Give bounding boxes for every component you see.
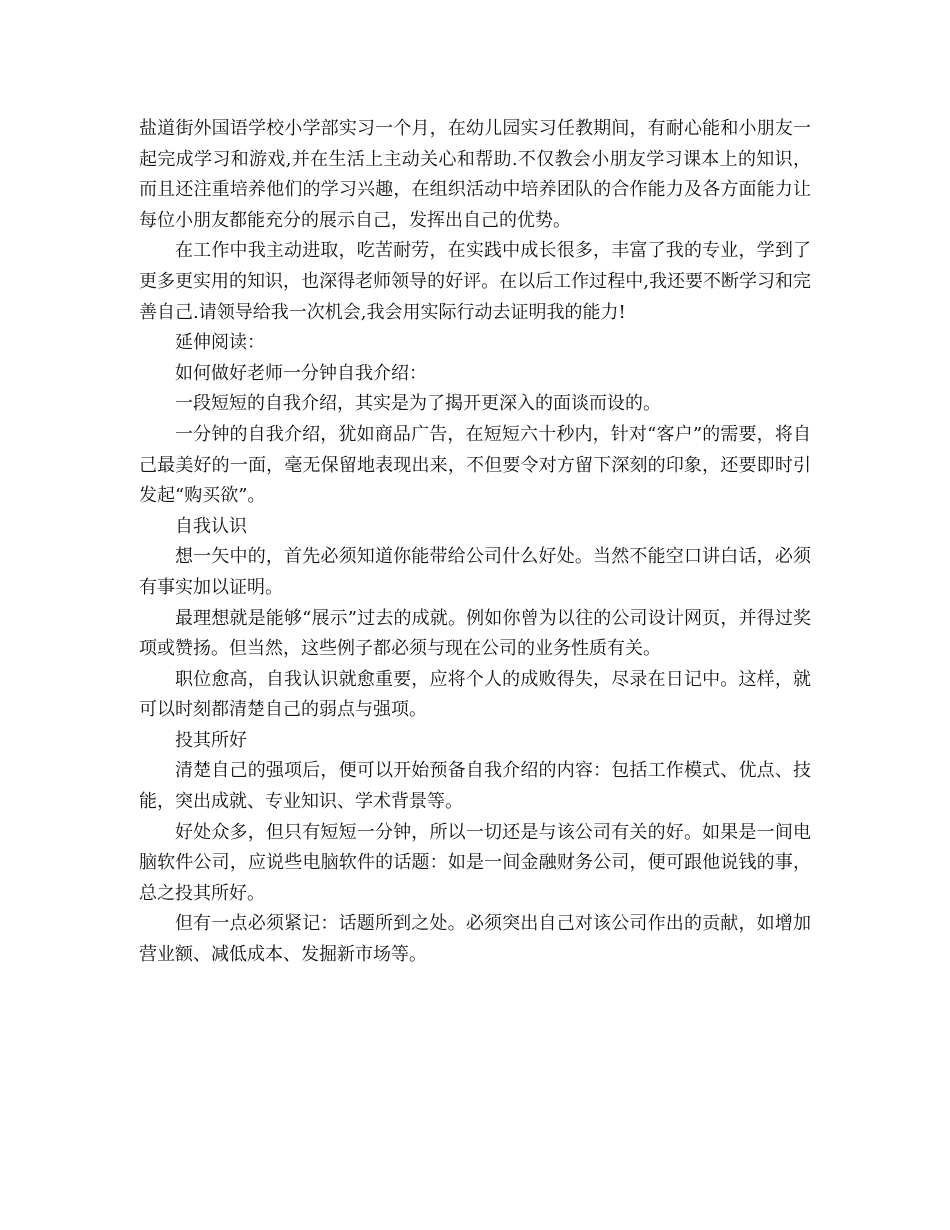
heading-self-awareness: 自我认识 — [175, 515, 247, 537]
heading-how-to-intro: 如何做好老师一分钟自我介绍： — [175, 362, 427, 384]
paragraph-relevant-benefits: 好处众多，但只有短短一分钟，所以一切还是与该公司有关的好。如果是一间电脑软件公司，应说些电脑软件的话题：如是一间金融财务公司，便可跟他说钱的事，总之投其所好。 — [139, 821, 811, 904]
paragraph-short-intro: 一段短短的自我介绍，其实是为了揭开更深入的面谈而设的。 — [175, 393, 661, 415]
paragraph-internship: 盐道街外国语学校小学部实习一个月，在幼儿园实习任教期间，有耐心能和小朋友一起完成学习和游戏,并在生活上主动关心和帮助.不仅教会小朋友学习课本上的知识，而且还注重培养他们的学习兴趣，在组织活动中培养团队的合作能力及各方面能力让每位小朋友都能充分的展示自己，发挥出自己的优势。 — [139, 118, 811, 231]
paragraph-work-attitude: 在工作中我主动进取，吃苦耐劳，在实践中成长很多，丰富了我的专业，学到了更多更实用的知识，也深得老师领导的好评。在以后工作过程中,我还要不断学习和完善自己.请领导给我一次机会,我会用实际行动去证明我的能力! — [139, 240, 811, 323]
paragraph-position-level: 职位愈高，自我认识就愈重要，应将个人的成败得失，尽录在日记中。这样，就可以时刻都清楚自己的弱点与强项。 — [139, 668, 811, 721]
paragraph-hit-target: 想一矢中的，首先必须知道你能带给公司什么好处。当然不能空口讲白话，必须有事实加以证明。 — [139, 546, 811, 598]
document-body — [139, 114, 811, 971]
heading-extended-reading: 延伸阅读： — [175, 332, 265, 354]
paragraph-remember-contribution: 但有一点必须紧记：话题所到之处。必须突出自己对该公司作出的贡献，如增加营业额、减低成本、发掘新市场等。 — [139, 913, 811, 966]
paragraph-one-minute: 一分钟的自我介绍，犹如商品广告，在短短六十秒内，针对“客户”的需要，将自己最美好的一面，毫无保留地表现出来，不但要令对方留下深刻的印象，还要即时引发起“购买欲”。 — [139, 423, 811, 507]
paragraph-prepare-content: 清楚自己的强项后，便可以开始预备自我介绍的内容：包括工作模式、优点、技能，突出成就、专业知识、学术背景等。 — [139, 760, 811, 813]
paragraph-show-achievements: 最理想就是能够“展示”过去的成就。例如你曾为以往的公司设计网页，并得过奖项或赞扬。但当然，这些例子都必须与现在公司的业务性质有关。 — [139, 607, 811, 660]
heading-cater-preferences: 投其所好 — [175, 729, 247, 751]
